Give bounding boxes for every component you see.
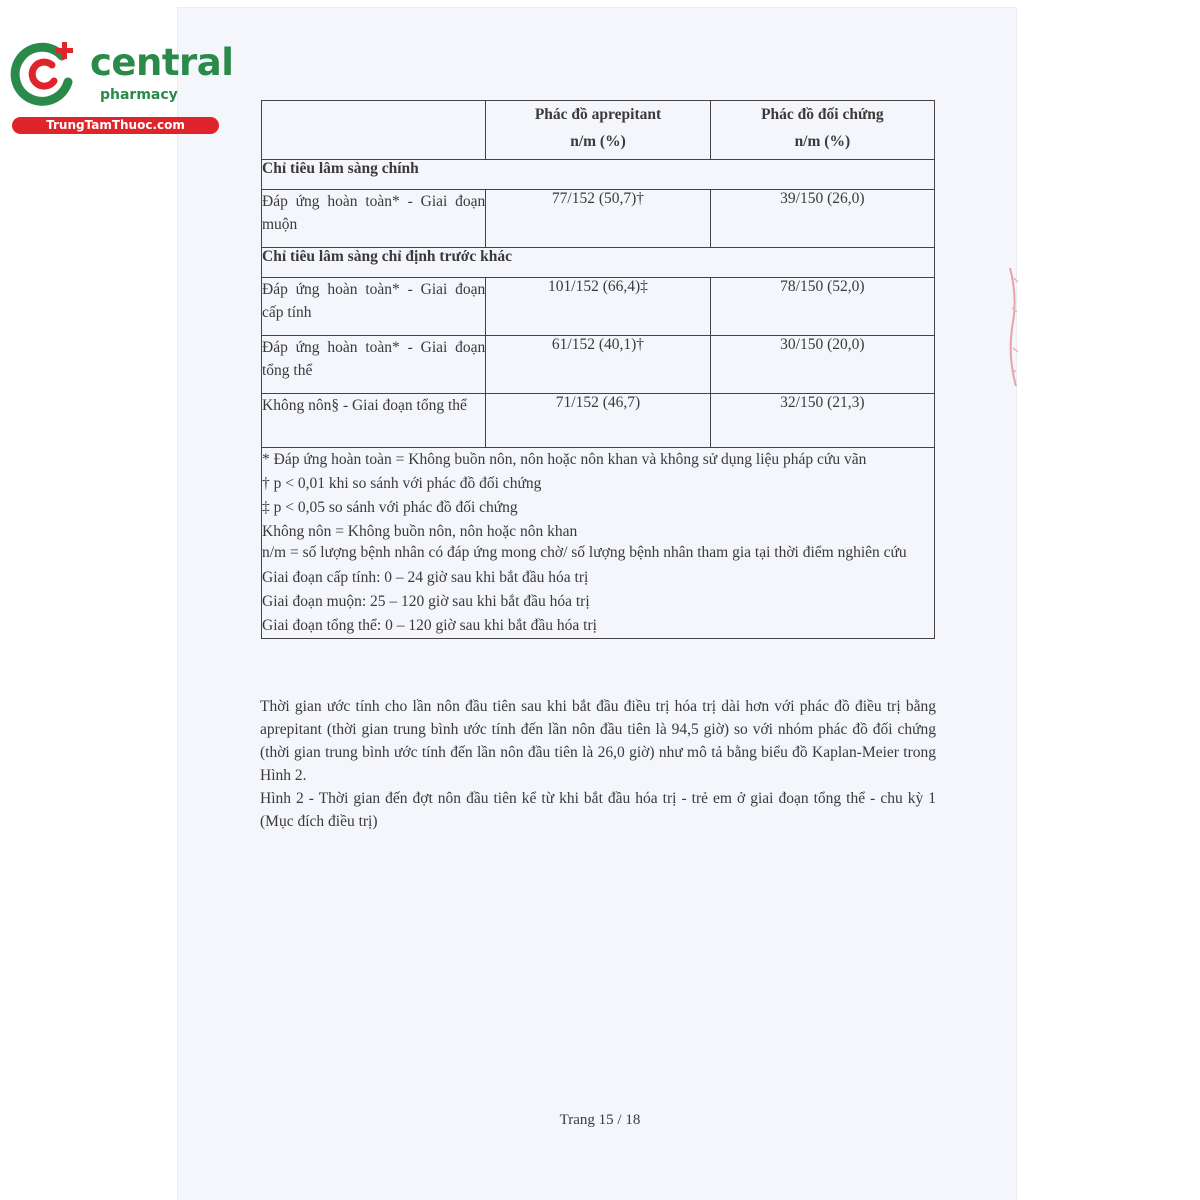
- row-label: Đáp ứng hoàn toàn* - Giai đoạn tổng thể: [262, 336, 486, 394]
- brand-name: central: [90, 41, 234, 84]
- footnote: n/m = số lượng bệnh nhân có đáp ứng mong chờ/ số lượng bệnh nhân tham gia tại thời điểm nghiên cứu: [262, 544, 907, 561]
- header-aprepitant: Phác đồ aprepitant n/m (%): [486, 101, 710, 160]
- table-header-row: [262, 101, 935, 160]
- footnote: † p < 0,01 khi so sánh với phác đồ đối chứng: [262, 475, 542, 492]
- header-control: Phác đồ đối chứng n/m (%): [710, 101, 934, 160]
- results-table: [261, 100, 935, 639]
- header-empty-cell: [262, 101, 486, 160]
- table-row: [262, 278, 935, 336]
- cell-control: 78/150 (52,0): [710, 278, 934, 336]
- footnote: Giai đoạn cấp tính: 0 – 24 giờ sau khi bắt đầu hóa trị: [262, 569, 589, 586]
- page-number: Trang 15 / 18: [559, 1112, 641, 1128]
- cell-aprepitant: 77/152 (50,7)†: [486, 190, 710, 248]
- cross-c-icon: [10, 38, 80, 108]
- table-row: [262, 394, 935, 448]
- figure-caption: Hình 2 - Thời gian đến đợt nôn đầu tiên kể từ khi bắt đầu hóa trị - trẻ em ở giai đoạn tổng thể - chu kỳ 1 (Mục đích điều trị): [260, 790, 936, 830]
- cell-control: 39/150 (26,0): [710, 190, 934, 248]
- table-row: [262, 190, 935, 248]
- row-label: Đáp ứng hoàn toàn* - Giai đoạn cấp tính: [262, 278, 486, 336]
- paragraph: Thời gian ước tính cho lần nôn đầu tiên sau khi bắt đầu điều trị hóa trị dài hơn với phác đồ điều trị bằng aprepitant (thời gian trung bình ước tính đến lần nôn đầu tiên là 94,5 giờ) so với nhóm phác đồ đối chứng (thời gian trung bình ước tính đến lần nôn đầu tiên là 26,0 giờ) như mô tả bằng biểu đồ Kaplan-Meier trong Hình 2.: [260, 698, 936, 784]
- row-label: Không nôn§ - Giai đoạn tổng thể: [262, 394, 486, 448]
- footnote: Giai đoạn tổng thể: 0 – 120 giờ sau khi bắt đầu hóa trị: [262, 617, 597, 634]
- row-label: Đáp ứng hoàn toàn* - Giai đoạn muộn: [262, 190, 486, 248]
- footnote: Giai đoạn muộn: 25 – 120 giờ sau khi bắt đầu hóa trị: [262, 593, 590, 610]
- body-text: [260, 695, 936, 833]
- footnote: ‡ p < 0,05 so sánh với phác đồ đối chứng: [262, 499, 518, 516]
- brand-subtitle: pharmacy: [100, 87, 178, 103]
- section-secondary-endpoints: Chỉ tiêu lâm sàng chỉ định trước khác: [262, 248, 935, 278]
- brand-url: TrungTamThuoc.com: [12, 117, 219, 134]
- cell-aprepitant: 71/152 (46,7): [486, 394, 710, 448]
- table-footnotes: [262, 448, 935, 639]
- footnote: * Đáp ứng hoàn toàn = Không buồn nôn, nôn hoặc nôn khan và không sử dụng liệu pháp cứu vãn: [262, 451, 867, 468]
- table-row: [262, 336, 935, 394]
- cell-control: 30/150 (20,0): [710, 336, 934, 394]
- cell-aprepitant: 101/152 (66,4)‡: [486, 278, 710, 336]
- brand-logo: [10, 38, 234, 138]
- footnote: Không nôn = Không buồn nôn, nôn hoặc nôn khan: [262, 523, 578, 540]
- section-primary-endpoint: Chỉ tiêu lâm sàng chính: [262, 160, 935, 190]
- cell-aprepitant: 61/152 (40,1)†: [486, 336, 710, 394]
- cell-control: 32/150 (21,3): [710, 394, 934, 448]
- stamp-fragment: [1006, 268, 1020, 386]
